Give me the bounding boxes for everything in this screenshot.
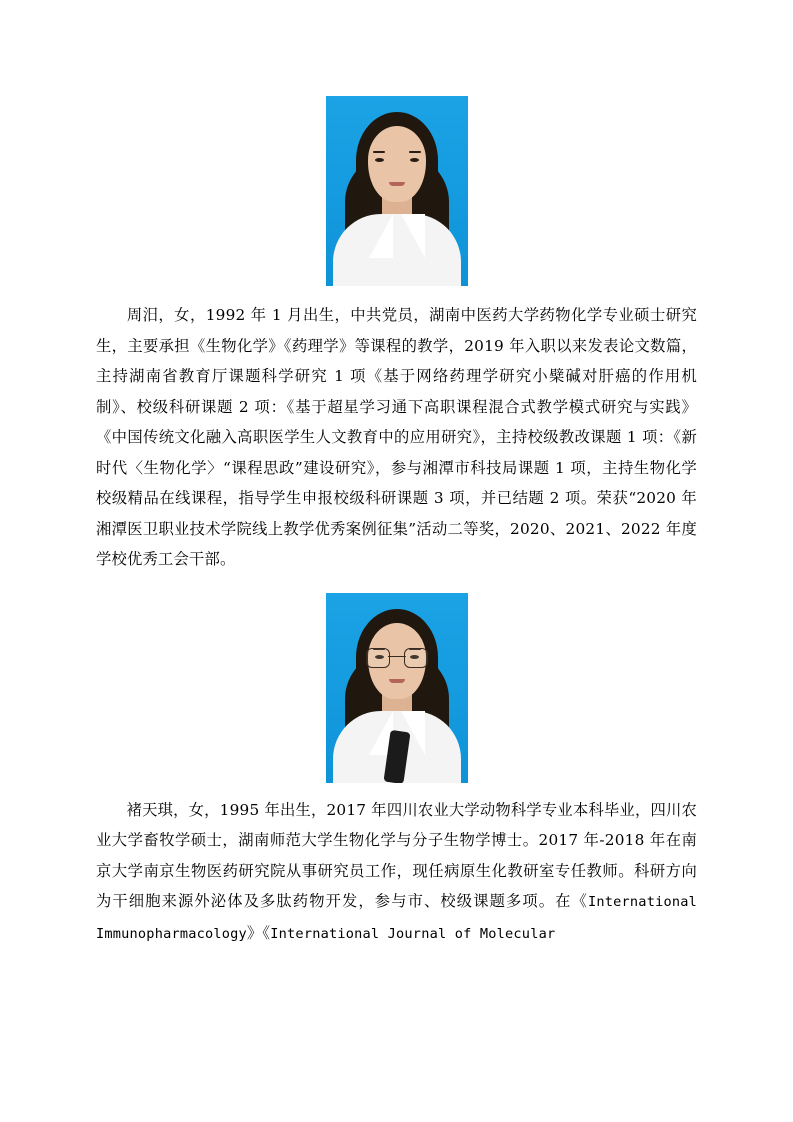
collar-right: [401, 214, 425, 258]
lens-right: [404, 648, 428, 668]
eye-left: [375, 158, 384, 162]
portrait-block-2: [96, 593, 697, 783]
journal-name-2: International Journal of Molecular: [270, 925, 556, 942]
eyebrow-left: [373, 151, 385, 153]
shirt-shape: [333, 214, 461, 286]
biography-text-2-separator: 》《: [246, 923, 271, 942]
journal-name-1: International Immunopharmacology: [96, 894, 697, 942]
collar-left: [369, 214, 393, 258]
eyebrow-right: [409, 151, 421, 153]
eye-right: [410, 158, 419, 162]
mouth-shape: [389, 679, 405, 683]
portrait-chu-tianqi: [326, 593, 468, 783]
biography-paragraph-1: [96, 300, 697, 575]
lens-left: [366, 648, 390, 668]
portrait-block-1: [96, 96, 697, 286]
portrait-zhou-yi: [326, 96, 468, 286]
glasses-icon: [366, 648, 428, 666]
biography-text-2-part1: 褚天琪，女，1995 年出生，2017 年四川农业大学动物科学专业本科毕业，四川农业大学畜牧学硕士，湖南师范大学生物化学与分子生物学博士。2017 年-2018 年在南京大学南京生物医药研究院从事研究员工作，现任病原生化教研室专任教师。科研方向为干细胞来源外泌体及多肽药物开发，参与市、校级课题多项。在《: [96, 800, 697, 910]
face-shape: [368, 126, 426, 202]
biography-paragraph-2: [96, 795, 697, 950]
mouth-shape: [389, 182, 405, 186]
biography-text-1: 周汨，女，1992 年 1 月出生，中共党员，湖南中医药大学药物化学专业硕士研究生，主要承担《生物化学》《药理学》等课程的教学，2019 年入职以来发表论文数篇，主持湖南省教育厅课题科学研究 1 项《基于网络药理学研究小檗碱对肝癌的作用机制》、校级科研课题 2 项：《基于超星学习通下高职课程混合式教学模式研究与实践》《中国传统文化融入高职医学生人文教育中的应用研究》，主持校级教改课题 1 项：《新时代〈生物化学〉“课程思政”建设研究》，参与湘潭市科技局课题 1 项，主持生物化学校级精品在线课程，指导学生申报校级科研课题 3 项，并已结题 2 项。荣获“2020 年湘潭医卫职业技术学院线上教学优秀案例征集”活动二等奖，2020、2021、2022 年度学校优秀工会干部。: [96, 306, 697, 568]
